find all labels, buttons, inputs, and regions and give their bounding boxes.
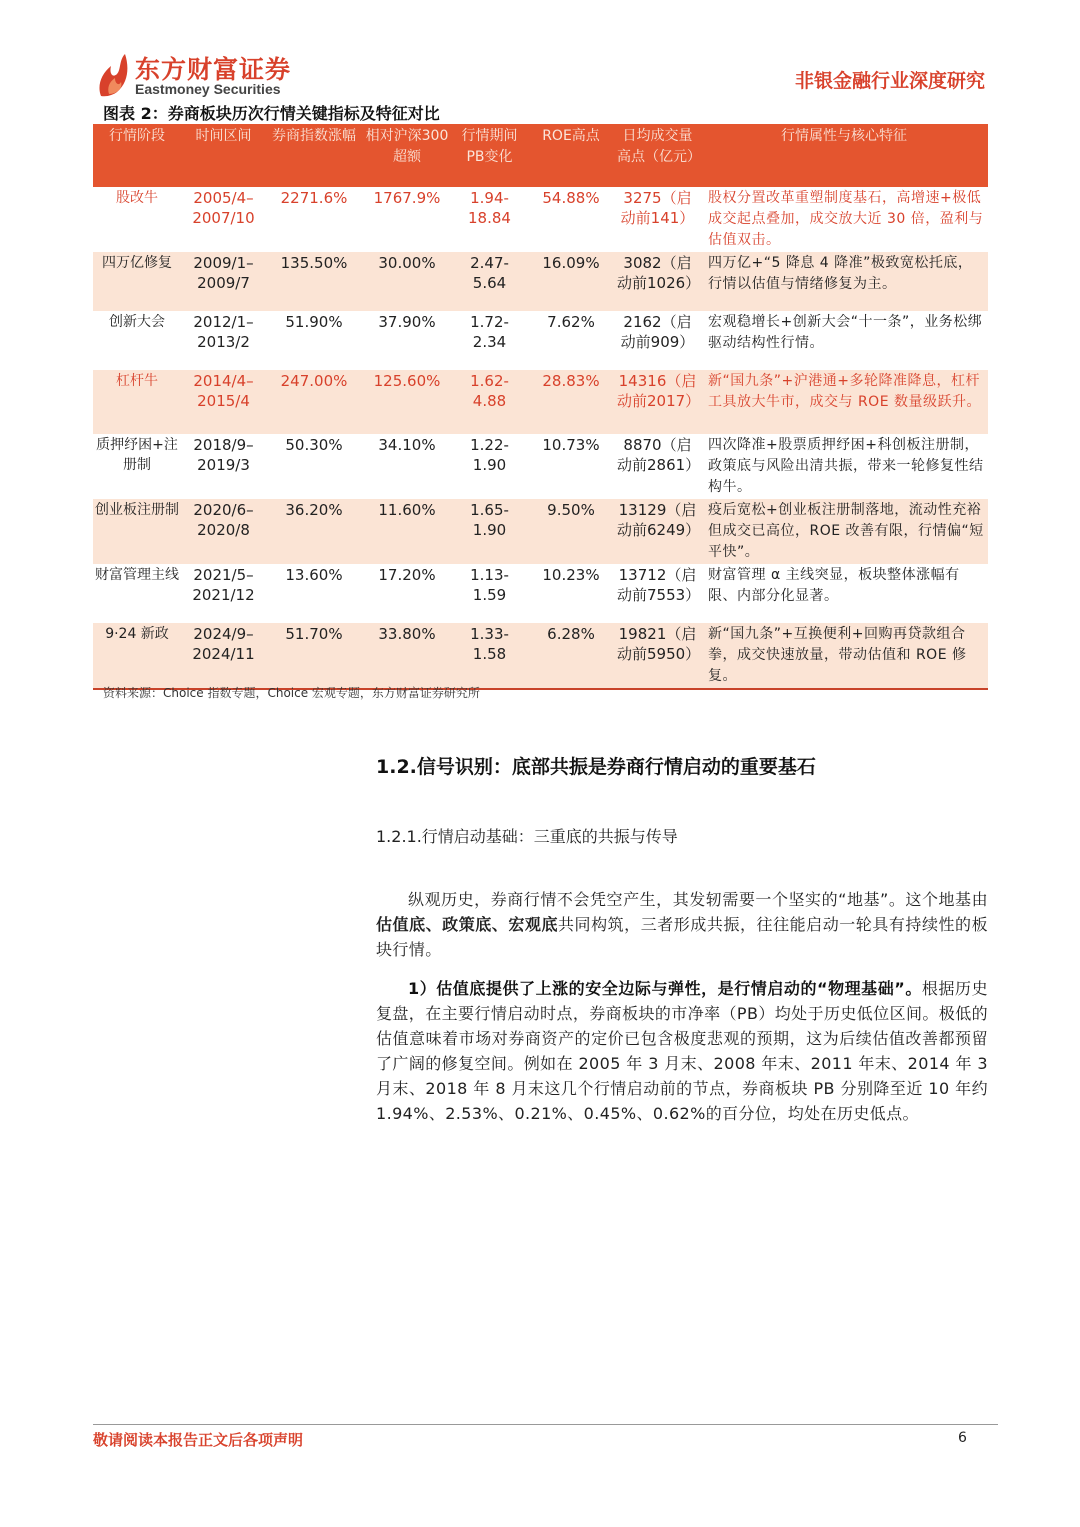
logo-chinese-name: 东方财富证券 bbox=[135, 55, 292, 84]
cell-pb: 1.94-18.84 bbox=[468, 189, 511, 227]
cell-period: 2009/1–2009/7 bbox=[181, 252, 266, 311]
cell-volume: 2162（启动前909） bbox=[620, 313, 695, 351]
cell-gain: 247.00% bbox=[266, 370, 362, 434]
table-row bbox=[93, 499, 988, 564]
cell-excess: 34.10% bbox=[378, 436, 436, 454]
table-header-row bbox=[93, 124, 988, 187]
cell-roe: 9.50% bbox=[527, 499, 615, 564]
cell-excess: 30.00% bbox=[362, 252, 452, 311]
cell-feature: 新“国九条”+互换便利+回购再贷款组合拳，成交快速放量，带动估值和 ROE 修复。 bbox=[700, 623, 988, 689]
col-header-period: 时间区间 bbox=[181, 124, 266, 187]
comparison-table bbox=[93, 124, 988, 690]
cell-feature: 疫后宽松+创业板注册制落地，流动性充裕但成交已高位，ROE 改善有限，行情偏“短平快”。 bbox=[700, 499, 988, 564]
report-type: 非银金融行业深度研究 bbox=[794, 70, 985, 92]
para1-text-a: 纵观历史，券商行情不会凭空产生，其发轫需要一个坚实的“地基”。这个地基由 bbox=[408, 890, 988, 909]
cell-excess: 125.60% bbox=[362, 370, 452, 434]
cell-stage: 杠杆牛 bbox=[93, 370, 181, 434]
cell-feature: 新“国九条”+沪港通+多轮降准降息，杠杆工具放大牛市，成交与 ROE 数量级跃升。 bbox=[700, 370, 988, 434]
cell-volume: 3275（启动前141） bbox=[620, 189, 695, 227]
cell-pb: 2.47-5.64 bbox=[452, 252, 527, 311]
cell-volume: 8870（启动前2861） bbox=[617, 436, 701, 474]
cell-stage: 四万亿修复 bbox=[93, 252, 181, 311]
cell-stage: 股改牛 bbox=[116, 190, 158, 206]
cell-pb: 1.72-2.34 bbox=[470, 313, 509, 351]
cell-period: 2024/9–2024/11 bbox=[181, 623, 266, 689]
table-row bbox=[93, 252, 988, 311]
cell-stage: 质押纾困+注册制 bbox=[96, 437, 178, 473]
col-header-gain: 券商指数涨幅 bbox=[266, 124, 362, 187]
paragraph-valuation-bottom bbox=[376, 976, 988, 1126]
table-row bbox=[93, 311, 988, 370]
cell-pb: 1.13-1.59 bbox=[470, 566, 509, 604]
cell-stage: 9·24 新政 bbox=[93, 623, 181, 689]
cell-excess: 11.60% bbox=[362, 499, 452, 564]
table-row bbox=[93, 370, 988, 434]
cell-roe: 7.62% bbox=[547, 313, 595, 331]
cell-gain: 13.60% bbox=[285, 566, 343, 584]
col-header-volume: 日均成交量高点（亿元） bbox=[615, 124, 700, 187]
paragraph-intro bbox=[376, 887, 988, 962]
cell-roe: 54.88% bbox=[542, 189, 600, 207]
cell-pb: 1.65-1.90 bbox=[452, 499, 527, 564]
cell-volume: 19821（启动前5950） bbox=[615, 623, 700, 689]
footer-disclaimer: 敬请阅读本报告正文后各项声明 bbox=[93, 1431, 304, 1449]
cell-volume: 13712（启动前7553） bbox=[617, 566, 701, 604]
cell-feature: 四万亿+“5 降息 4 降准”极致宽松托底，行情以估值与情绪修复为主。 bbox=[700, 252, 988, 311]
table-row bbox=[93, 434, 988, 499]
brand-logo bbox=[95, 50, 325, 102]
para1-text-c: 共同构筑，三者形成共振，往往能启动一轮具有持续性的板块行情。 bbox=[376, 915, 989, 959]
footer-divider bbox=[93, 1424, 998, 1425]
cell-period: 2018/9–2019/3 bbox=[193, 436, 254, 474]
table-source-note: 资料来源：Choice 指数专题，Choice 宏观专题，东方财富证券研究所 bbox=[103, 686, 480, 700]
table-row bbox=[93, 623, 988, 689]
page-header bbox=[95, 50, 985, 100]
cell-stage: 创业板注册制 bbox=[93, 499, 181, 564]
table-title: 图表 2：券商板块历次行情关键指标及特征对比 bbox=[103, 104, 440, 123]
para2-lead: 1）估值底提供了上涨的安全边际与弹性，是行情启动的“物理基础”。 bbox=[408, 979, 922, 998]
cell-excess: 1767.9% bbox=[373, 189, 441, 207]
cell-stage: 创新大会 bbox=[109, 314, 165, 330]
cell-period: 2005/4–2007/10 bbox=[192, 189, 255, 227]
cell-roe: 10.23% bbox=[542, 566, 600, 584]
cell-roe: 28.83% bbox=[527, 370, 615, 434]
section-title: 1.2.信号识别：底部共振是券商行情启动的重要基石 bbox=[376, 756, 816, 778]
cell-roe: 10.73% bbox=[542, 436, 600, 454]
subsection-title: 1.2.1.行情启动基础：三重底的共振与传导 bbox=[376, 827, 678, 846]
col-header-stage: 行情阶段 bbox=[93, 124, 181, 187]
cell-excess: 17.20% bbox=[378, 566, 436, 584]
para2-body: 根据历史复盘，在主要行情启动时点，券商板块的市净率（PB）均处于历史低位区间。极低的估值意味着市场对券商资产的定价已包含极度悲观的预期，这为后续估值改善都预留了广阔的修复空间。例如在 2005 年 3 月末、2008 年末、2011 年末、2014 年 3 月末、2018 年 8 月末这几个行情启动前的节点，券商板块 PB 分别降至近 10 年约 1.94%、2.53%、0.21%、0.45%、0.62%的百分位，均处在历史低点。 bbox=[376, 979, 988, 1123]
cell-feature: 四次降准+股票质押纾困+科创板注册制，政策底与风险出清共振，带来一轮修复性结构牛。 bbox=[708, 437, 984, 495]
cell-feature: 财富管理 α 主线突显，板块整体涨幅有限、内部分化显著。 bbox=[708, 567, 960, 604]
cell-period: 2014/4–2015/4 bbox=[181, 370, 266, 434]
page-number: 6 bbox=[958, 1430, 967, 1446]
col-header-pb: 行情期间PB变化 bbox=[452, 124, 527, 187]
cell-roe: 6.28% bbox=[527, 623, 615, 689]
cell-gain: 50.30% bbox=[285, 436, 343, 454]
flame-logo-icon bbox=[95, 52, 131, 98]
cell-gain: 36.20% bbox=[266, 499, 362, 564]
logo-english-name: Eastmoney Securities bbox=[135, 81, 281, 97]
cell-gain: 51.70% bbox=[266, 623, 362, 689]
cell-excess: 37.90% bbox=[378, 313, 436, 331]
cell-pb: 1.62-4.88 bbox=[452, 370, 527, 434]
col-header-roe: ROE高点 bbox=[527, 124, 615, 187]
table-row bbox=[93, 564, 988, 623]
col-header-feature: 行情属性与核心特征 bbox=[700, 124, 988, 187]
cell-gain: 51.90% bbox=[285, 313, 343, 331]
cell-feature: 宏观稳增长+创新大会“十一条”，业务松绑驱动结构性行情。 bbox=[708, 314, 983, 351]
cell-gain: 2271.6% bbox=[280, 189, 348, 207]
cell-pb: 1.22-1.90 bbox=[470, 436, 509, 474]
cell-gain: 135.50% bbox=[266, 252, 362, 311]
cell-stage: 财富管理主线 bbox=[95, 567, 179, 583]
para1-bold-keywords: 估值底、政策底、宏观底 bbox=[376, 915, 558, 934]
cell-excess: 33.80% bbox=[362, 623, 452, 689]
table-row bbox=[93, 187, 988, 252]
cell-period: 2021/5–2021/12 bbox=[192, 566, 255, 604]
cell-volume: 3082（启动前1026） bbox=[615, 252, 700, 311]
cell-feature: 股权分置改革重塑制度基石，高增速+极低成交起点叠加，成交放大近 30 倍，盈利与估值双击。 bbox=[708, 190, 984, 248]
cell-roe: 16.09% bbox=[527, 252, 615, 311]
cell-volume: 14316（启动前2017） bbox=[615, 370, 700, 434]
cell-period: 2020/6–2020/8 bbox=[181, 499, 266, 564]
col-header-excess: 相对沪深300超额 bbox=[362, 124, 452, 187]
cell-period: 2012/1–2013/2 bbox=[193, 313, 254, 351]
cell-pb: 1.33-1.58 bbox=[452, 623, 527, 689]
cell-volume: 13129（启动前6249） bbox=[615, 499, 700, 564]
